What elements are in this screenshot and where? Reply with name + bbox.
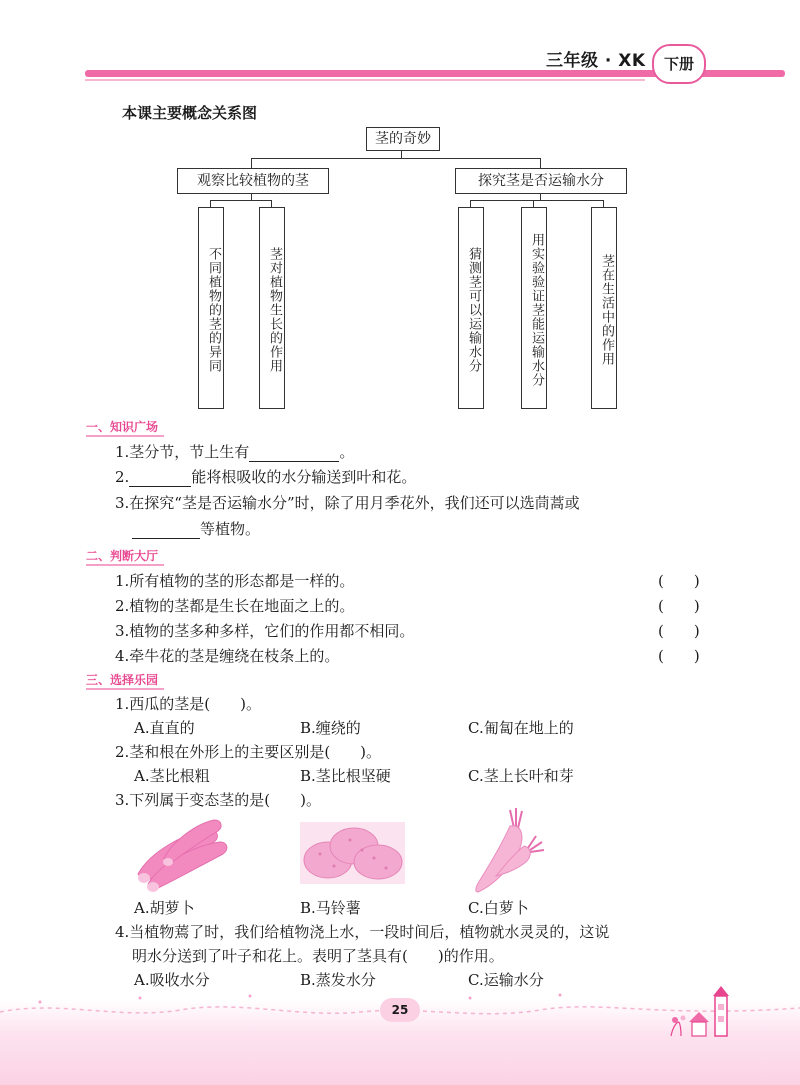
choice-question-4-cont: 明水分送到了叶子和花上。表明了茎具有( )的作用。 bbox=[132, 947, 504, 965]
connector bbox=[470, 200, 471, 207]
page-number: 25 bbox=[380, 998, 420, 1022]
concept-leaf: 不同植物的茎的异同 bbox=[198, 207, 224, 409]
concept-leaf: 猜测茎可以运输水分 bbox=[458, 207, 484, 409]
choice-question-2: 2.茎和根在外形上的主要区别是( )。 bbox=[115, 743, 382, 761]
connector bbox=[470, 200, 604, 201]
judge-item: 3.植物的茎多种多样，它们的作用都不相同。 bbox=[115, 622, 415, 640]
fill-question-2: 2. 能将根吸收的水分输送到叶和花。 bbox=[115, 468, 417, 486]
answer-blank[interactable] bbox=[129, 470, 191, 487]
choice-option[interactable]: B.蒸发水分 bbox=[300, 971, 376, 989]
choice-option[interactable]: A.胡萝卜 bbox=[134, 899, 195, 917]
concept-branch-2: 探究茎是否运输水分 bbox=[455, 168, 627, 194]
lighthouse-icon bbox=[665, 982, 745, 1042]
potato-picture bbox=[300, 822, 405, 884]
radish-picture bbox=[470, 808, 550, 894]
volume-badge: 下册 bbox=[652, 44, 706, 84]
choice-option[interactable]: C.白萝卜 bbox=[468, 899, 529, 917]
choice-option[interactable]: C.匍匐在地上的 bbox=[468, 719, 574, 737]
connector bbox=[271, 200, 272, 207]
header-rule-thin bbox=[85, 79, 645, 81]
connector bbox=[540, 158, 541, 168]
connector bbox=[251, 158, 541, 159]
carrot-picture bbox=[130, 812, 235, 892]
judge-item: 1.所有植物的茎的形态都是一样的。 bbox=[115, 572, 355, 590]
concept-root: 茎的奇妙 bbox=[366, 127, 440, 151]
choice-question-3: 3.下列属于变态茎的是( )。 bbox=[115, 791, 322, 809]
choice-option[interactable]: B.马铃薯 bbox=[300, 899, 361, 917]
connector bbox=[251, 193, 252, 200]
connector bbox=[210, 200, 272, 201]
concept-branch-1: 观察比较植物的茎 bbox=[177, 168, 329, 194]
judge-answer-paren[interactable]: ( ) bbox=[658, 622, 700, 640]
answer-blank[interactable] bbox=[132, 522, 200, 539]
judge-answer-paren[interactable]: ( ) bbox=[658, 572, 700, 590]
choice-option[interactable]: A.直直的 bbox=[134, 719, 195, 737]
choice-option[interactable]: B.缠绕的 bbox=[300, 719, 361, 737]
fill-question-3-cont: 等植物。 bbox=[132, 518, 260, 539]
choice-option[interactable]: C.茎上长叶和芽 bbox=[468, 767, 574, 785]
connector bbox=[540, 193, 541, 200]
judge-item: 2.植物的茎都是生长在地面之上的。 bbox=[115, 597, 355, 615]
fill-question-1: 1.茎分节，节上生有 。 bbox=[115, 443, 355, 461]
answer-blank[interactable] bbox=[249, 445, 339, 462]
judge-answer-paren[interactable]: ( ) bbox=[658, 597, 700, 615]
fill-question-3: 3.在探究“茎是否运输水分”时，除了用月季花外，我们还可以选茼蒿或 bbox=[115, 494, 580, 512]
section-heading-choice: 三、选择乐园 bbox=[86, 673, 159, 687]
choice-option[interactable]: B.茎比根坚硬 bbox=[300, 767, 391, 785]
connector bbox=[251, 158, 252, 168]
concept-map-title: 本课主要概念关系图 bbox=[122, 104, 258, 122]
connector bbox=[533, 200, 534, 207]
connector bbox=[210, 200, 211, 207]
grade-label: 三年级 · XK bbox=[546, 51, 646, 71]
concept-leaf: 茎在生活中的作用 bbox=[591, 207, 617, 409]
section-heading-judge: 二、判断大厅 bbox=[86, 549, 159, 563]
choice-question-4: 4.当植物蔫了时，我们给植物浇上水，一段时间后，植物就水灵灵的，这说 bbox=[115, 923, 610, 941]
connector bbox=[603, 200, 604, 207]
judge-answer-paren[interactable]: ( ) bbox=[658, 647, 700, 665]
concept-leaf: 茎对植物生长的作用 bbox=[259, 207, 285, 409]
concept-leaf: 用实验验证茎能运输水分 bbox=[521, 207, 547, 409]
choice-question-1: 1.西瓜的茎是( )。 bbox=[115, 695, 262, 713]
section-heading-knowledge: 一、知识广场 bbox=[86, 420, 159, 434]
choice-option[interactable]: A.吸收水分 bbox=[134, 971, 210, 989]
choice-option[interactable]: A.茎比根粗 bbox=[134, 767, 210, 785]
choice-option[interactable]: C.运输水分 bbox=[468, 971, 544, 989]
judge-item: 4.牵牛花的茎是缠绕在枝条上的。 bbox=[115, 647, 340, 665]
